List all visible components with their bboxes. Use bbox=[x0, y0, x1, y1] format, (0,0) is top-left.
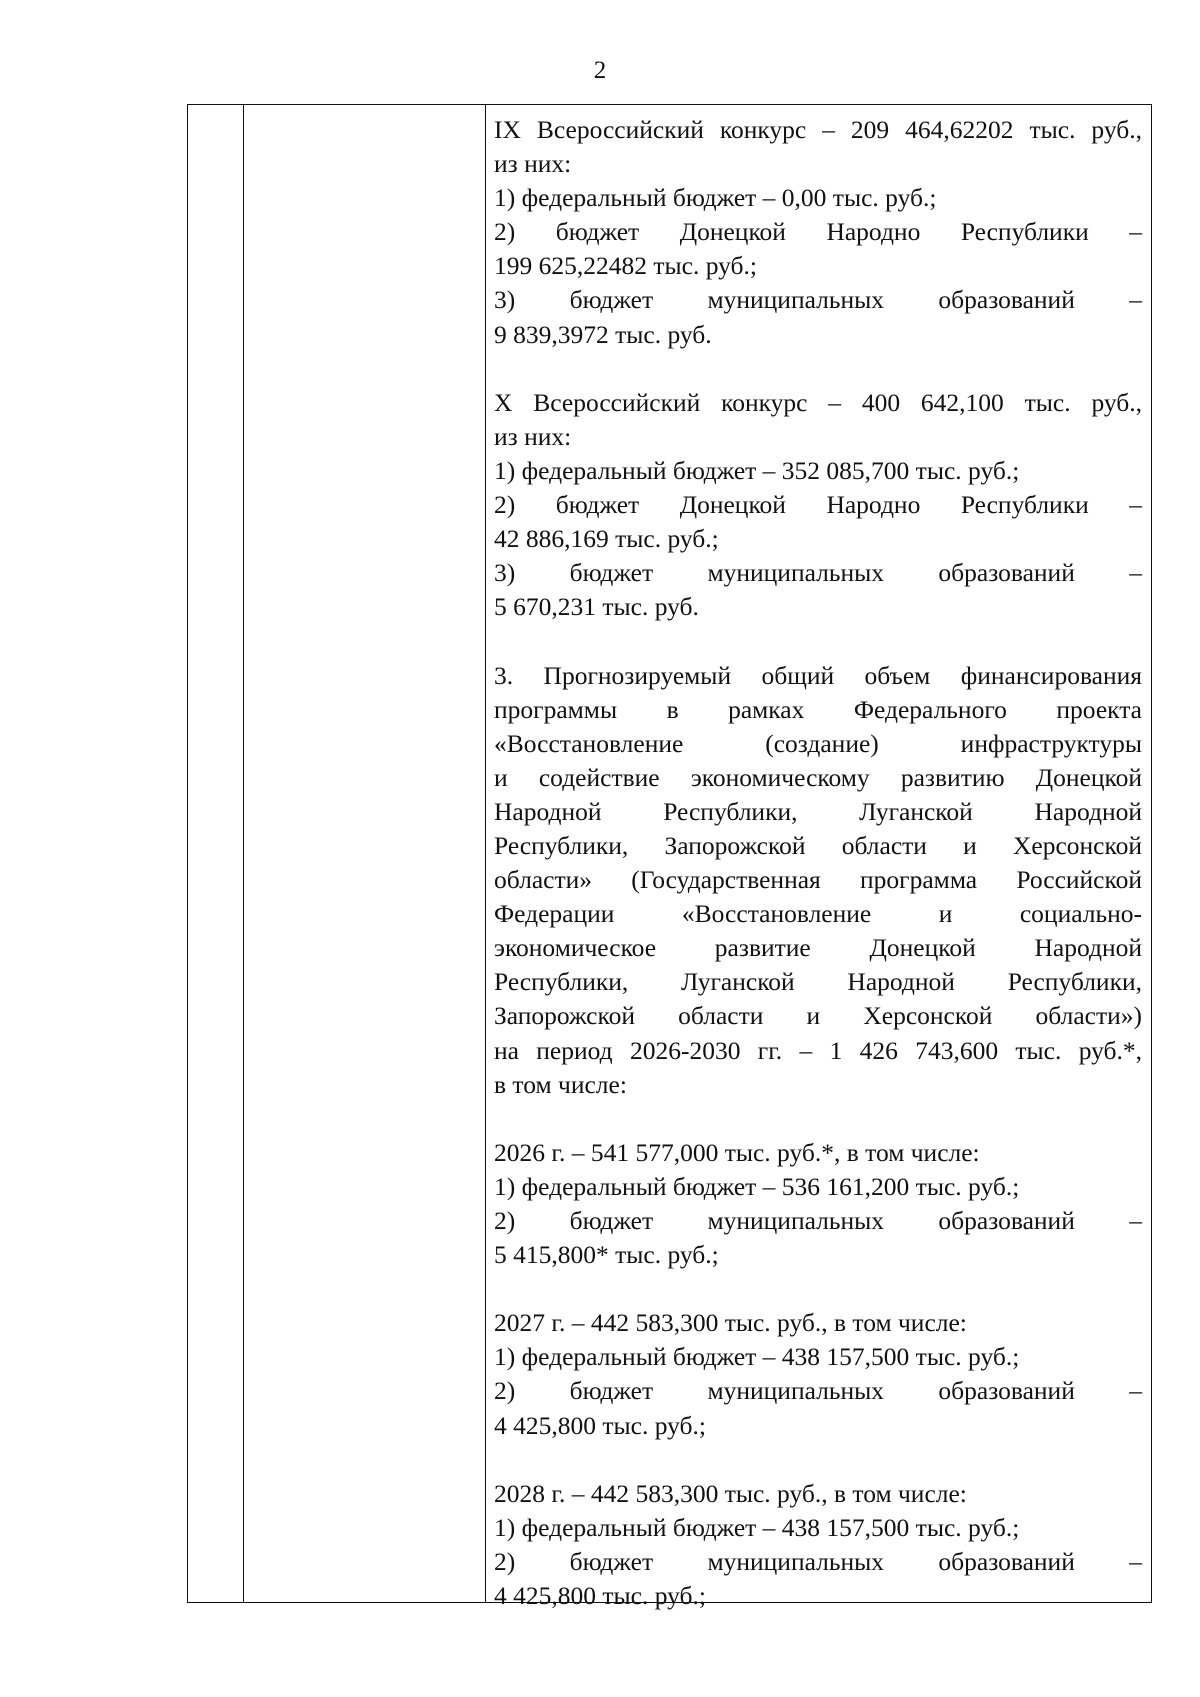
text-line: области» (Государственная программа Российской bbox=[494, 865, 1142, 895]
text-line: X Всероссийский конкурс – 400 642,100 тыс. руб., bbox=[494, 387, 1142, 417]
text-line: 2) бюджет муниципальных образований – bbox=[494, 1546, 1142, 1576]
text-line: 2) бюджет муниципальных образований – bbox=[494, 1376, 1142, 1406]
text-line: 2026 г. – 541 577,000 тыс. руб.*, в том числе: bbox=[494, 1137, 980, 1167]
page-number: 2 bbox=[593, 57, 607, 84]
text-line: Федерации «Восстановление и социально- bbox=[494, 899, 1142, 929]
text-line: 42 886,169 тыс. руб.; bbox=[494, 524, 719, 554]
text-line: 2) бюджет муниципальных образований – bbox=[494, 1206, 1142, 1235]
text-line: 1) федеральный бюджет – 438 157,500 тыс. руб.; bbox=[494, 1342, 1020, 1372]
text-line: 2) бюджет Донецкой Народно Республики – bbox=[494, 490, 1142, 520]
paragraph-gap bbox=[494, 1443, 1142, 1477]
text-line: программы в рамках Федерального проекта bbox=[494, 694, 1142, 724]
text-line: 4 425,800 тыс. руб.; bbox=[494, 1581, 706, 1611]
text-line: 3. Прогнозируемый общий объем финансирования bbox=[494, 660, 1142, 690]
text-line: экономическое развитие Донецкой Народной bbox=[494, 933, 1142, 963]
text-line: 2) бюджет Донецкой Народно Республики – bbox=[494, 217, 1142, 247]
text-line: 1) федеральный бюджет – 0,00 тыс. руб.; bbox=[494, 183, 937, 213]
text-line: 1) федеральный бюджет – 536 161,200 тыс. руб.; bbox=[494, 1171, 1020, 1201]
text-line: Запорожской области и Херсонской области») bbox=[494, 1001, 1142, 1031]
paragraph-gap bbox=[494, 352, 1142, 386]
text-line: в том числе: bbox=[494, 1069, 627, 1099]
text-line: 1) федеральный бюджет – 438 157,500 тыс. руб.; bbox=[494, 1512, 1020, 1542]
funding-paragraph bbox=[494, 1306, 1142, 1442]
text-line: 5 415,800* тыс. руб.; bbox=[494, 1240, 719, 1270]
text-line: из них: bbox=[494, 149, 572, 179]
paragraph-gap bbox=[494, 1102, 1142, 1136]
funding-paragraph bbox=[494, 1136, 1142, 1272]
text-line: Республики, Луганской Народной Республики, bbox=[494, 967, 1142, 997]
text-line: 3) бюджет муниципальных образований – bbox=[494, 285, 1142, 315]
text-line: 3) бюджет муниципальных образований – bbox=[494, 558, 1142, 588]
column-divider bbox=[243, 105, 244, 1602]
text-line: 4 425,800 тыс. руб.; bbox=[494, 1410, 706, 1440]
text-line: 1) федеральный бюджет – 352 085,700 тыс. руб.; bbox=[494, 455, 1020, 485]
text-line: IX Всероссийский конкурс – 209 464,62202 тыс. руб., bbox=[494, 115, 1142, 144]
text-line: 2028 г. – 442 583,300 тыс. руб., в том числе: bbox=[494, 1478, 967, 1508]
funding-paragraph bbox=[494, 113, 1142, 352]
paragraph-gap bbox=[494, 624, 1142, 658]
column-divider bbox=[485, 105, 486, 1602]
funding-paragraph bbox=[494, 386, 1142, 625]
text-line: 199 625,22482 тыс. руб.; bbox=[494, 251, 757, 281]
text-line: 2027 г. – 442 583,300 тыс. руб., в том числе: bbox=[494, 1308, 967, 1338]
funding-paragraph bbox=[494, 1477, 1142, 1613]
text-line: на период 2026-2030 гг. – 1 426 743,600 тыс. руб.*, bbox=[494, 1035, 1142, 1065]
funding-description-cell bbox=[494, 113, 1142, 1613]
paragraph-gap bbox=[494, 1272, 1142, 1306]
text-line: Народной Республики, Луганской Народной bbox=[494, 796, 1142, 826]
text-line: 5 670,231 тыс. руб. bbox=[494, 592, 699, 622]
text-line: «Восстановление (создание) инфраструктуры bbox=[494, 728, 1142, 758]
text-line: 9 839,3972 тыс. руб. bbox=[494, 319, 712, 349]
funding-table bbox=[187, 104, 1152, 1611]
text-line: Республики, Запорожской области и Херсонской bbox=[494, 830, 1142, 860]
text-line: и содействие экономическому развитию Донецкой bbox=[494, 762, 1142, 792]
text-line: из них: bbox=[494, 421, 572, 451]
funding-paragraph bbox=[494, 659, 1142, 1102]
